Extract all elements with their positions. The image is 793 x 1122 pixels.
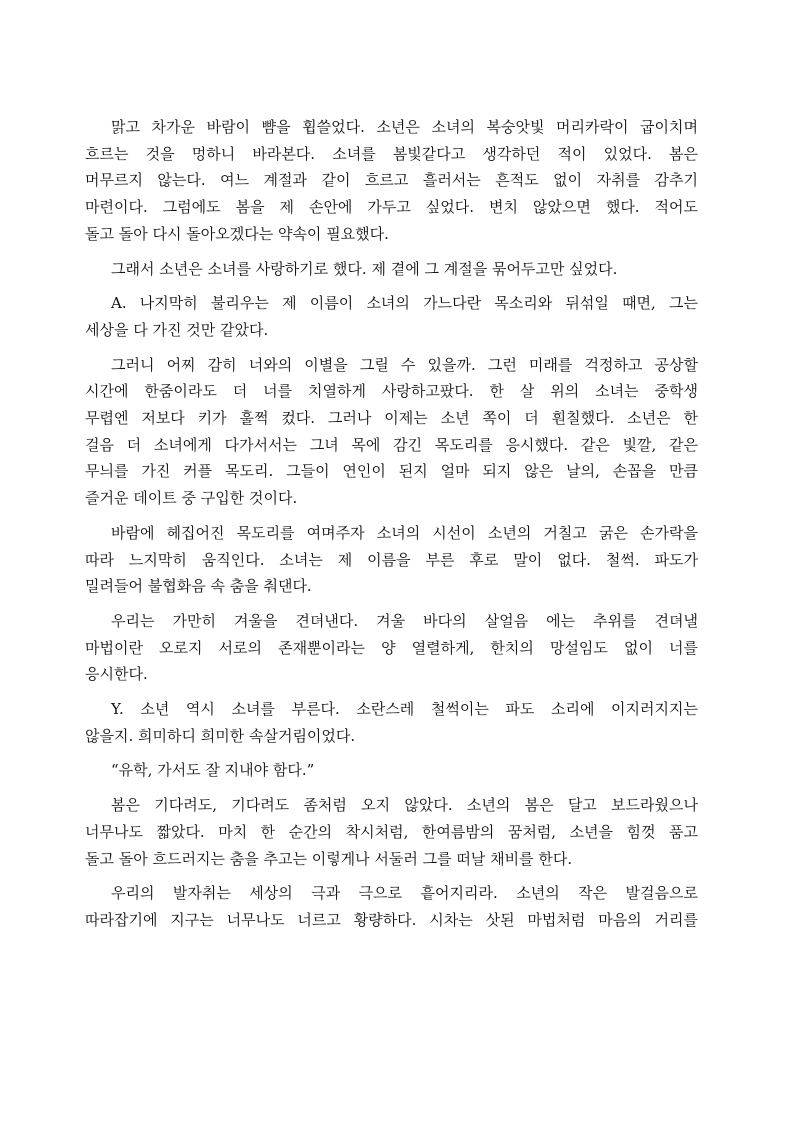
text-line: 돌고 돌아 흐드러지는 춤을 추고는 이렇게나 서둘러 그를 떠날 채비를 한다. <box>85 849 573 868</box>
text-line: 바람에 헤집어진 목도리를 여며주자 소녀의 시선이 소년의 거칠고 굵은 손가락을 <box>111 523 698 542</box>
paragraph-3 <box>85 290 698 343</box>
text-line: 응시한다. <box>85 665 148 684</box>
text-line: 마련이다. 그럼에도 봄을 제 손안에 가두고 싶었다. 변치 않았으면 했다. 적어도 <box>85 198 698 217</box>
paragraph-1 <box>85 114 698 248</box>
paragraph-2 <box>85 256 698 283</box>
text-line: 돌고 돌아 다시 돌아오겠다는 약속이 필요했다. <box>85 224 389 243</box>
paragraph-6 <box>85 608 698 688</box>
text-line: 않을지. 희미하디 희미한 속살거림이었다. <box>85 726 356 745</box>
text-line: 걸음 더 소녀에게 다가서서는 그녀 목에 감긴 목도리를 응시했다. 같은 빛깔, 같은 <box>85 435 698 454</box>
text-line: 세상을 다 가진 것만 같았다. <box>85 320 269 339</box>
text-line: 그래서 소년은 소녀를 사랑하기로 했다. 제 곁에 그 계절을 묶어두고만 싶었다. <box>111 259 618 278</box>
text-line: 무렵엔 저보다 키가 훌쩍 컸다. 그러나 이제는 소년 쪽이 더 훤칠했다. 소년은 한 <box>85 409 698 428</box>
text-line: 흐르는 것을 멍하니 바라본다. 소녀를 봄빛같다고 생각하던 적이 있었다. 봄은 <box>85 144 698 163</box>
text-line: 무늬를 가진 커플 목도리. 그들이 연인이 된지 얼마 되지 않은 날의, 손꼽을 만큼 <box>85 462 698 481</box>
text-line: 밀려들어 불협화음 속 춤을 춰댄다. <box>85 577 312 596</box>
text-line: 우리의 발자취는 세상의 극과 극으로 흩어지리라. 소년의 작은 발걸음으로 <box>111 884 698 903</box>
dialogue-line <box>85 757 698 784</box>
paragraph-4 <box>85 352 698 512</box>
paragraph-9 <box>85 792 698 872</box>
text-line: 봄은 기다려도, 기다려도 좀처럼 오지 않았다. 소년의 봄은 달고 보드라웠으나 <box>111 796 698 815</box>
paragraph-7 <box>85 696 698 749</box>
paragraph-5 <box>85 520 698 600</box>
paragraph-10 <box>85 880 698 933</box>
text-line: Y. 소년 역시 소녀를 부른다. 소란스레 철썩이는 파도 소리에 이지러지지는 <box>111 700 698 719</box>
text-line: A. 나지막히 불리우는 제 이름이 소녀의 가느다란 목소리와 뒤섞일 때면, 그는 <box>111 294 698 313</box>
text-line: 그러니 어찌 감히 너와의 이별을 그릴 수 있을까. 그런 미래를 걱정하고 공상할 <box>111 355 698 374</box>
text-line: 너무나도 짧았다. 마치 한 순간의 착시처럼, 한여름밤의 꿈처럼, 소년을 힘껏 품고 <box>85 822 698 841</box>
text-line: 마법이란 오로지 서로의 존재뿐이라는 양 열렬하게, 한치의 망설임도 없이 너를 <box>85 638 698 657</box>
text-line: 시간에 한줌이라도 더 너를 치열하게 사랑하고팠다. 한 살 위의 소녀는 중학생 <box>85 382 698 401</box>
text-line: 따라잡기에 지구는 너무나도 너르고 황량하다. 시차는 삿된 마법처럼 마음의 거리를 <box>85 910 698 929</box>
text-line: “유학, 가서도 잘 지내야 함다.” <box>111 761 315 780</box>
text-line: 즐거운 데이트 중 구입한 것이다. <box>85 489 298 508</box>
text-line: 따라 느지막히 움직인다. 소녀는 제 이름을 부른 후로 말이 없다. 철썩. 파도가 <box>85 550 698 569</box>
text-line: 우리는 가만히 겨울을 견뎌낸다. 겨울 바다의 살얼음 에는 추위를 견뎌낼 <box>111 611 698 630</box>
text-line: 맑고 차가운 바람이 뺨을 휩쓸었다. 소년은 소녀의 복숭앗빛 머리카락이 굽이치며 <box>111 118 698 136</box>
text-line: 머무르지 않는다. 여느 계절과 같이 흐르고 흘러서는 흔적도 없이 자취를 감추기 <box>85 171 698 190</box>
